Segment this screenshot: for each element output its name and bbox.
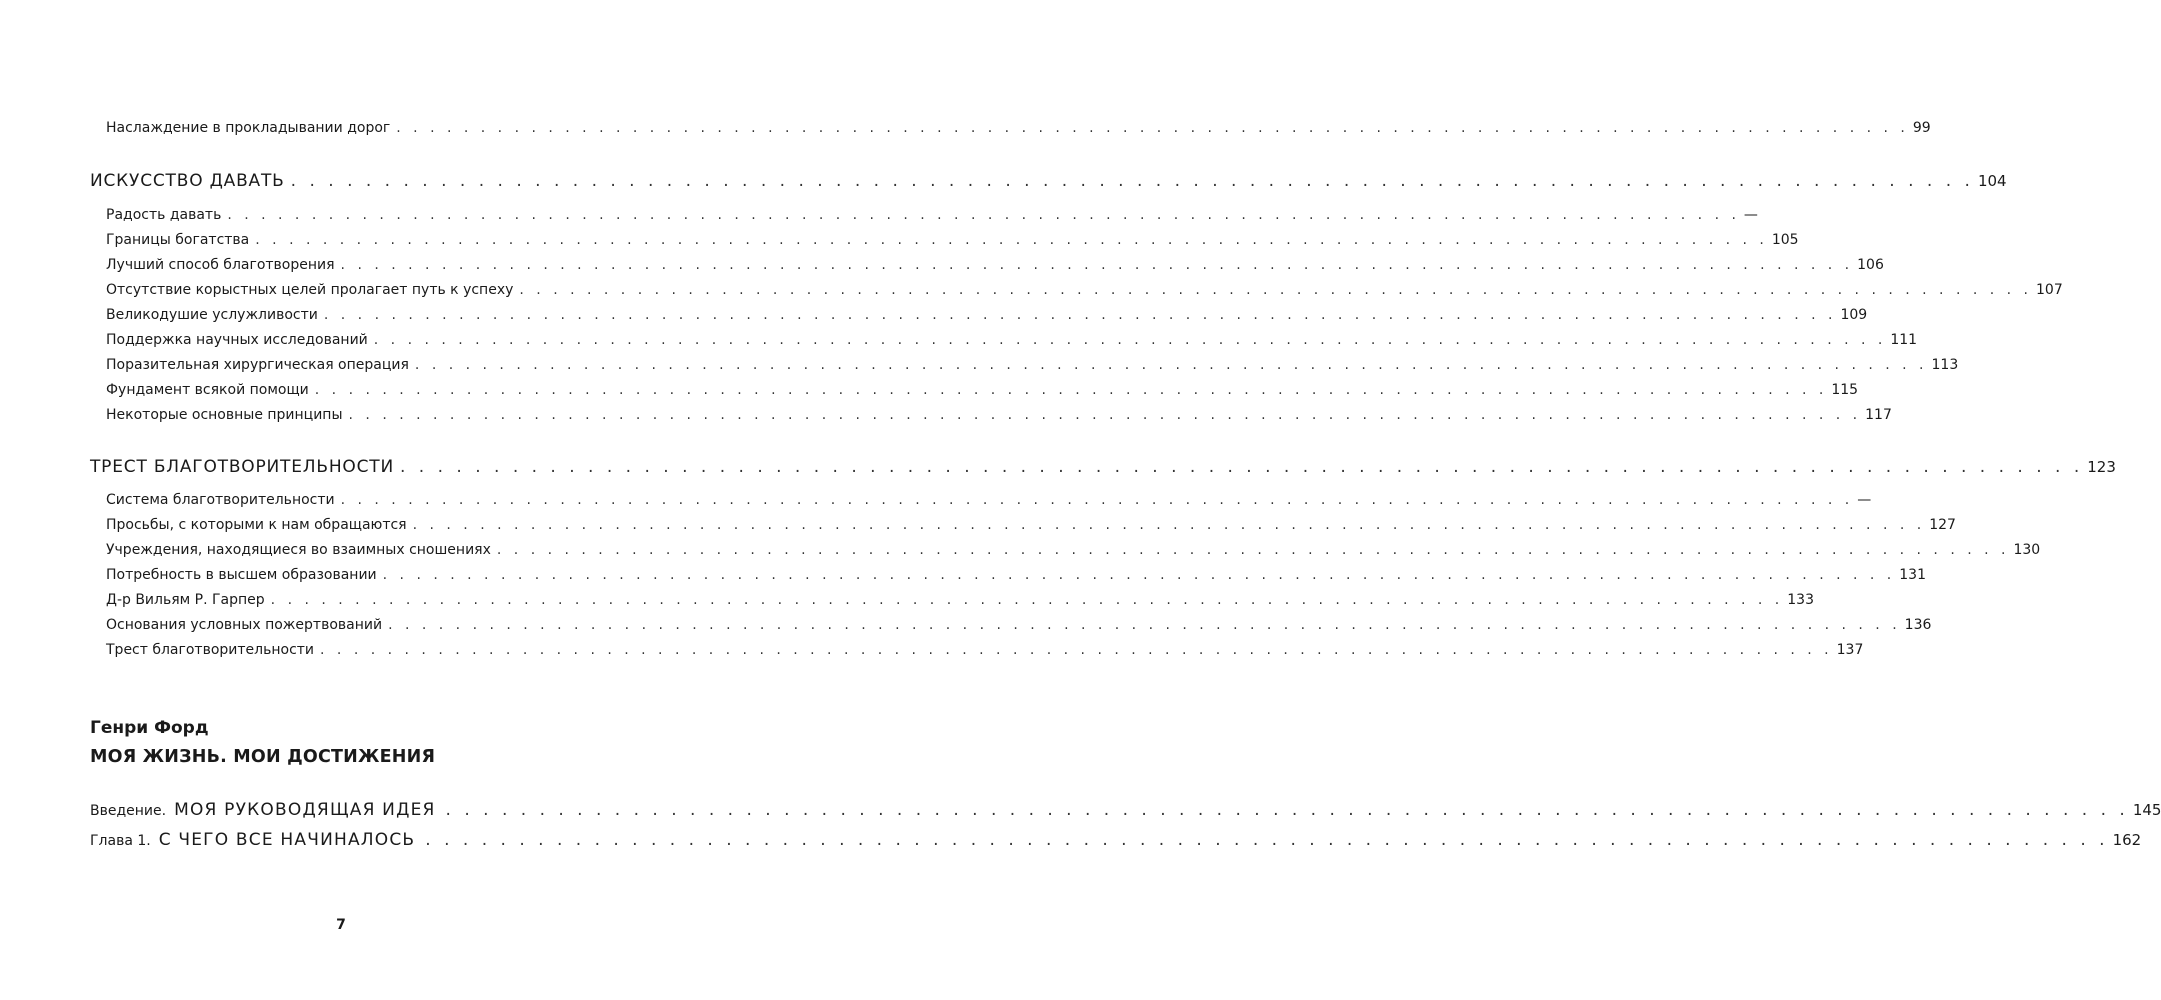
- toc-entry-page: 111: [1890, 332, 1918, 348]
- toc-entry-page: 117: [1865, 407, 1892, 423]
- dot-leader: . . . . . . . . . . . . . . . . . . . . . . . . . . . . . . . . . . . . . . . . . . . . . . . . . . . . . . . . . . . . . . . . . . . . . . . . . . . . . . . . . . . . . . . . . .: [373, 332, 1887, 348]
- dot-leader: . . . . . . . . . . . . . . . . . . . . . . . . . . . . . . . . . . . . . . . . . . . . . . . . . . . . . . . . . . . . . . . . . . . . . . . . . . . . . . . . . . . . . . . . . .: [425, 830, 2109, 850]
- toc-entry: [106, 490, 1872, 510]
- chapter-page: 162: [2112, 831, 2142, 849]
- toc-entry-page: 109: [1840, 307, 1868, 323]
- toc-entry-title: Фундамент всякой помощи: [106, 382, 309, 398]
- toc-entry-page: 107: [2036, 282, 2063, 298]
- chapter-page: 145: [2132, 801, 2161, 819]
- dot-leader: . . . . . . . . . . . . . . . . . . . . . . . . . . . . . . . . . . . . . . . . . . . . . . . . . . . . . . . . . . . . . . . . . . . . . . . . . . . . . . . . . . . . . . . . . .: [388, 617, 1901, 633]
- book-author: Генри Форд: [90, 718, 209, 738]
- page-number: 7: [336, 917, 346, 933]
- chapter-title-group: [90, 798, 446, 823]
- chapter-label: Введение.: [90, 803, 167, 819]
- toc-entry: [106, 230, 1799, 250]
- dot-leader: . . . . . . . . . . . . . . . . . . . . . . . . . . . . . . . . . . . . . . . . . . . . . . . . . . . . . . . . . . . . . . . . . . . . . . . . . . . . . . . . . . . . . . . . . .: [519, 282, 2032, 298]
- toc-entry-page: —: [1857, 492, 1872, 508]
- toc-entry-title: Радость давать: [106, 207, 222, 223]
- toc-entry: [106, 280, 2063, 300]
- toc-section-heading: [90, 455, 2116, 479]
- dot-leader: . . . . . . . . . . . . . . . . . . . . . . . . . . . . . . . . . . . . . . . . . . . . . . . . . . . . . . . . . . . . . . . . . . . . . . . . . . . . . . . . . . . . . . . . . .: [290, 171, 1974, 191]
- toc-entry-page: 130: [2013, 542, 2041, 558]
- toc-entry: [106, 330, 1918, 350]
- dot-leader: . . . . . . . . . . . . . . . . . . . . . . . . . . . . . . . . . . . . . . . . . . . . . . . . . . . . . . . . . . . . . . . . . . . . . . . . . . . . . . . . . . . . . . . . . .: [396, 120, 1909, 136]
- chapter-label: Глава 1.: [90, 833, 151, 849]
- toc-entry-title: Д-р Вильям Р. Гарпер: [106, 592, 265, 608]
- toc-entry: [106, 305, 1868, 325]
- toc-entry-title: Просьбы, с которыми к нам обращаются: [106, 517, 407, 533]
- toc-entry-page: 133: [1787, 592, 1814, 608]
- toc-entry: [106, 565, 1926, 585]
- toc-entry-page: 113: [1931, 357, 1959, 373]
- toc-entry-page: 106: [1857, 257, 1884, 273]
- dot-leader: . . . . . . . . . . . . . . . . . . . . . . . . . . . . . . . . . . . . . . . . . . . . . . . . . . . . . . . . . . . . . . . . . . . . . . . . . . . . . . . . . . . . . . . . . .: [270, 592, 1784, 608]
- toc-entry-title: Отсутствие корыстных целей пролагает путь к успеху: [106, 282, 514, 298]
- toc-entry: [106, 118, 1931, 138]
- dot-leader: . . . . . . . . . . . . . . . . . . . . . . . . . . . . . . . . . . . . . . . . . . . . . . . . . . . . . . . . . . . . . . . . . . . . . . . . . . . . . . . . . . . . . . . . . .: [348, 407, 1862, 423]
- toc-entry-title: Потребность в высшем образовании: [106, 567, 377, 583]
- dot-leader: . . . . . . . . . . . . . . . . . . . . . . . . . . . . . . . . . . . . . . . . . . . . . . . . . . . . . . . . . . . . . . . . . . . . . . . . . . . . . . . . . . . . . . . . . .: [314, 382, 1828, 398]
- book-title: МОЯ ЖИЗНЬ. МОИ ДОСТИЖЕНИЯ: [90, 747, 436, 767]
- chapter-title-group: [90, 828, 425, 853]
- toc-entry-title: Лучший способ благотворения: [106, 257, 335, 273]
- toc-entry-page: —: [1743, 207, 1758, 223]
- toc-entry-page: 136: [1904, 617, 1932, 633]
- toc-entry-title: Границы богатства: [106, 232, 250, 248]
- toc-entry: [106, 590, 1814, 610]
- section-title: ТРЕСТ БЛАГОТВОРИТЕЛЬНОСТИ: [90, 457, 394, 477]
- toc-entry: [106, 405, 1892, 425]
- dot-leader: . . . . . . . . . . . . . . . . . . . . . . . . . . . . . . . . . . . . . . . . . . . . . . . . . . . . . . . . . . . . . . . . . . . . . . . . . . . . . . . . . . . . . . . . . .: [496, 542, 2010, 558]
- dot-leader: . . . . . . . . . . . . . . . . . . . . . . . . . . . . . . . . . . . . . . . . . . . . . . . . . . . . . . . . . . . . . . . . . . . . . . . . . . . . . . . . . . . . . . . . . .: [255, 232, 1768, 248]
- toc-entry-page: 99: [1912, 120, 1931, 136]
- toc-entry: [106, 540, 2041, 560]
- dot-leader: . . . . . . . . . . . . . . . . . . . . . . . . . . . . . . . . . . . . . . . . . . . . . . . . . . . . . . . . . . . . . . . . . . . . . . . . . . . . . . . . . . . . . . . . . .: [340, 257, 1854, 273]
- toc-entry: [106, 355, 1959, 375]
- toc-entry: [106, 615, 1932, 635]
- toc-entry-title: Великодушие услужливости: [106, 307, 318, 323]
- toc-entry-title: Некоторые основные принципы: [106, 407, 343, 423]
- toc-entry: [106, 205, 1758, 225]
- toc-entry-title: Основания условных пожертвований: [106, 617, 383, 633]
- dot-leader: . . . . . . . . . . . . . . . . . . . . . . . . . . . . . . . . . . . . . . . . . . . . . . . . . . . . . . . . . . . . . . . . . . . . . . . . . . . . . . . . . . . . . . . . . .: [412, 517, 1926, 533]
- toc-entry-page: 137: [1836, 642, 1864, 658]
- dot-leader: . . . . . . . . . . . . . . . . . . . . . . . . . . . . . . . . . . . . . . . . . . . . . . . . . . . . . . . . . . . . . . . . . . . . . . . . . . . . . . . . . . . . . . . . . .: [320, 642, 1833, 658]
- toc-section-heading: [90, 169, 2007, 193]
- toc-chapter: [90, 828, 2142, 852]
- toc-entry-title: Учреждения, находящиеся во взаимных сношениях: [106, 542, 491, 558]
- toc-entry: [106, 515, 1956, 535]
- toc-entry-title: Наслаждение в прокладывании дорог: [106, 120, 391, 136]
- toc-entry-title: Система благотворительности: [106, 492, 335, 508]
- chapter-title: С ЧЕГО ВСЕ НАЧИНАЛОСЬ: [158, 830, 416, 850]
- section-page: 104: [1977, 172, 2007, 190]
- toc-entry-title: Поразительная хирургическая операция: [106, 357, 409, 373]
- toc-entry-page: 105: [1771, 232, 1799, 248]
- dot-leader: . . . . . . . . . . . . . . . . . . . . . . . . . . . . . . . . . . . . . . . . . . . . . . . . . . . . . . . . . . . . . . . . . . . . . . . . . . . . . . . . . . . . . . . . . .: [382, 567, 1896, 583]
- toc-entry: [106, 380, 1859, 400]
- toc-entry-page: 127: [1929, 517, 1956, 533]
- toc-entry-page: 131: [1899, 567, 1926, 583]
- toc-entry-title: Трест благотворительности: [106, 642, 315, 658]
- dot-leader: . . . . . . . . . . . . . . . . . . . . . . . . . . . . . . . . . . . . . . . . . . . . . . . . . . . . . . . . . . . . . . . . . . . . . . . . . . . . . . . . . . . . . . . . . .: [414, 357, 1928, 373]
- section-page: 123: [2087, 458, 2116, 476]
- dot-leader: . . . . . . . . . . . . . . . . . . . . . . . . . . . . . . . . . . . . . . . . . . . . . . . . . . . . . . . . . . . . . . . . . . . . . . . . . . . . . . . . . . . . . . . . . .: [323, 307, 1837, 323]
- toc-chapter: [90, 798, 2161, 822]
- toc-entry-title: Поддержка научных исследований: [106, 332, 368, 348]
- dot-leader: . . . . . . . . . . . . . . . . . . . . . . . . . . . . . . . . . . . . . . . . . . . . . . . . . . . . . . . . . . . . . . . . . . . . . . . . . . . . . . . . . . . . . . . . . .: [340, 492, 1854, 508]
- dot-leader: . . . . . . . . . . . . . . . . . . . . . . . . . . . . . . . . . . . . . . . . . . . . . . . . . . . . . . . . . . . . . . . . . . . . . . . . . . . . . . . . . . . . . . . . . .: [399, 457, 2084, 477]
- dot-leader: . . . . . . . . . . . . . . . . . . . . . . . . . . . . . . . . . . . . . . . . . . . . . . . . . . . . . . . . . . . . . . . . . . . . . . . . . . . . . . . . . . . . . . . . . .: [445, 800, 2129, 820]
- toc-entry: [106, 255, 1884, 275]
- toc-entry: [106, 640, 1864, 660]
- dot-leader: . . . . . . . . . . . . . . . . . . . . . . . . . . . . . . . . . . . . . . . . . . . . . . . . . . . . . . . . . . . . . . . . . . . . . . . . . . . . . . . . . . . . . . . . . .: [227, 207, 1740, 223]
- section-title: ИСКУССТВО ДАВАТЬ: [90, 171, 285, 191]
- toc-entry-page: 115: [1831, 382, 1859, 398]
- chapter-title: МОЯ РУКОВОДЯЩАЯ ИДЕЯ: [174, 800, 436, 820]
